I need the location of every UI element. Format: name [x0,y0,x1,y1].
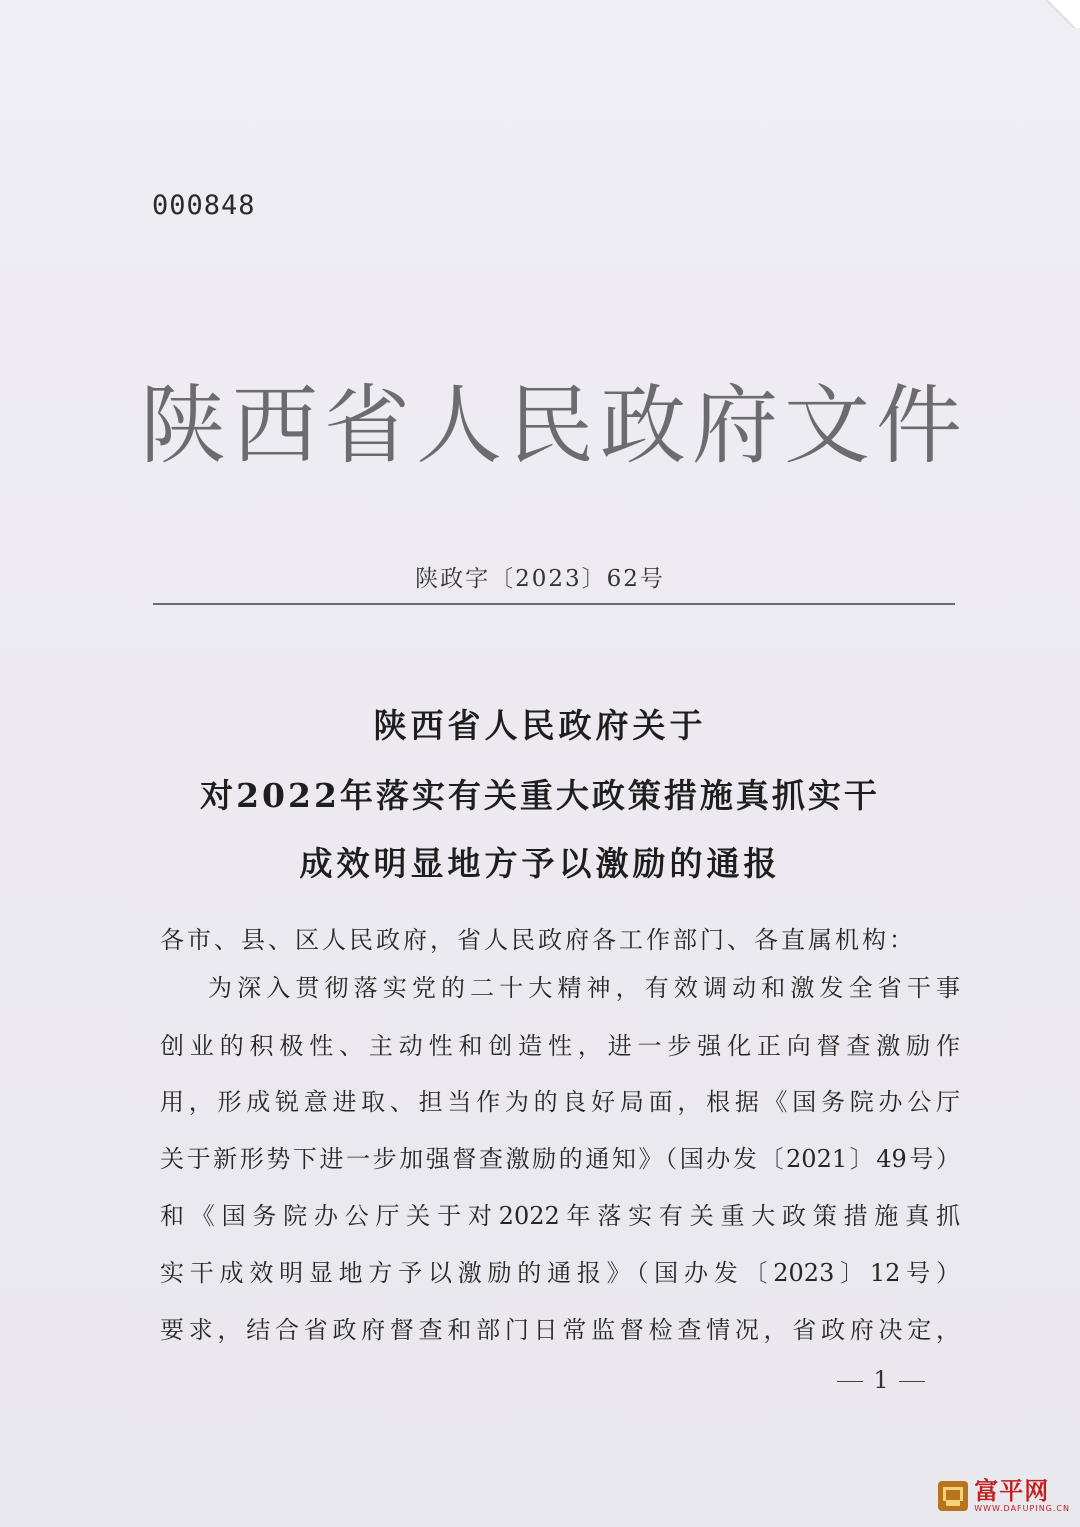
document-reference-number: 陕政字〔2023〕62号 [415,566,665,592]
body-text-line: 要求，结合省政府督查和部门日常监督检查情况，省政府决定， [160,1316,960,1344]
body-text-line: 实干成效明显地方予以激励的通报》（国办发〔2023〕12号） [160,1259,960,1287]
site-watermark[interactable] [938,1479,1070,1513]
page-number: 1 [826,1366,936,1394]
watermark-site-url: WWW.DAFUPING.CN [974,1504,1070,1513]
body-text-line: 关于新形势下进一步加强督查激励的通知》（国办发〔2021〕49号） [160,1145,960,1173]
watermark-site-name: 富平网 [974,1477,1050,1505]
watermark-text [974,1479,1070,1513]
gate-tower-icon [938,1481,968,1511]
body-text-line: 创业的积极性、主动性和创造性，进一步强化正向督查激励作 [160,1032,960,1060]
document-title-line: 对2022年落实有关重大政策措施真抓实干 [200,776,880,815]
masthead-divider [153,603,955,605]
page-corner-fold [1040,0,1080,28]
body-text-line: 为深入贯彻落实党的二十大精神，有效调动和激发全省干事 [208,974,960,1002]
body-text-line: 用，形成锐意进取、担当作为的良好局面，根据《国务院办公厅 [160,1088,960,1116]
body-text-line: 和《国务院办公厅关于对2022年落实有关重大政策措施真抓 [160,1202,960,1230]
document-serial-number: 000848 [152,190,256,221]
document-title-line: 成效明显地方予以激励的通报 [299,844,781,883]
document-title-line: 陕西省人民政府关于 [373,706,707,745]
document-masthead: 陕西省人民政府文件 [140,376,968,476]
document-salutation: 各市、县、区人民政府，省人民政府各工作部门、各直属机构： [160,926,916,954]
